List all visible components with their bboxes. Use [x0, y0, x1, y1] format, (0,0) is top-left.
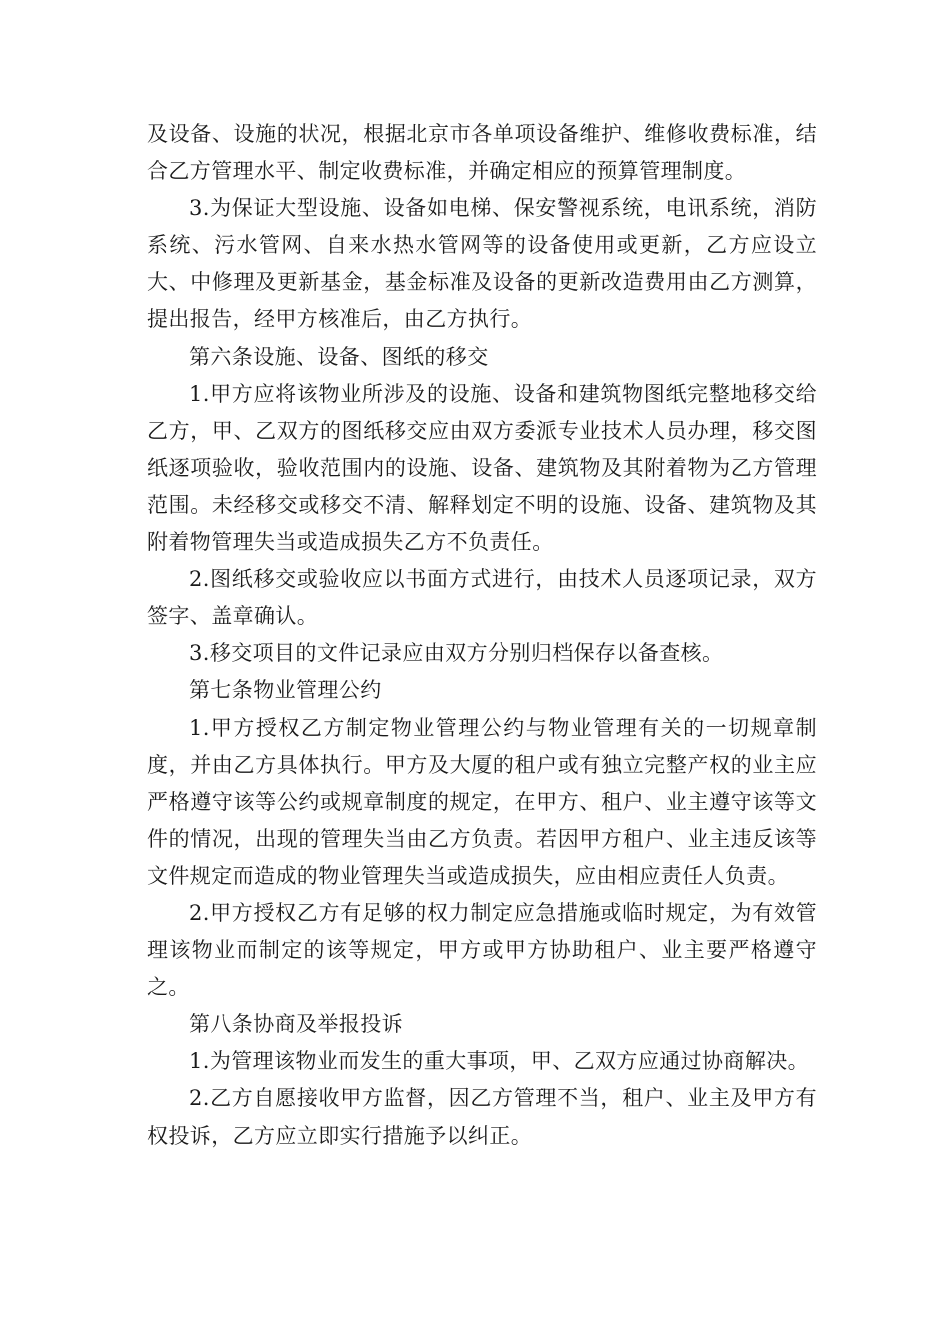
- paragraph-article8-item2: 2.乙方自愿接收甲方监督，因乙方管理不当，租户、业主及甲方有权投诉，乙方应立即实行措施予以纠正。: [147, 1086, 817, 1148]
- paragraph-article7-item2: 2.甲方授权乙方有足够的权力制定应急措施或临时规定，为有效管理该物业而制定的该等规定，甲方或甲方协助租户、业主要严格遵守之。: [147, 900, 817, 1000]
- paragraph-article6-item2: 2.图纸移交或验收应以书面方式进行，由技术人员逐项记录，双方签字、盖章确认。: [147, 567, 817, 629]
- article-heading-6: 第六条设施、设备、图纸的移交: [189, 344, 489, 369]
- paragraph-continuation: 及设备、设施的状况，根据北京市各单项设备维护、维修收费标准，结合乙方管理水平、制定收费标准，并确定相应的预算管理制度。: [147, 122, 817, 184]
- article-heading-7: 第七条物业管理公约: [189, 678, 382, 703]
- article-heading-8: 第八条协商及举报投诉: [189, 1012, 403, 1037]
- paragraph-article6-item3: 3.移交项目的文件记录应由双方分别归档保存以备查核。: [189, 641, 724, 666]
- paragraph-article8-item1: 1.为管理该物业而发生的重大事项，甲、乙双方应通过协商解决。: [189, 1049, 810, 1074]
- document-body: [147, 116, 817, 1155]
- paragraph-article6-item1: 1.甲方应将该物业所涉及的设施、设备和建筑物图纸完整地移交给乙方，甲、乙双方的图纸移交应由双方委派专业技术人员办理，移交图纸逐项验收，验收范围内的设施、设备、建筑物及其附着物为乙方管理范围。未经移交或移交不清、解释划定不明的设施、设备、建筑物及其附着物管理失当或造成损失乙方不负责任。: [147, 381, 817, 555]
- paragraph-article7-item1: 1.甲方授权乙方制定物业管理公约与物业管理有关的一切规章制度，并由乙方具体执行。甲方及大厦的租户或有独立完整产权的业主应严格遵守该等公约或规章制度的规定，在甲方、租户、业主遵守该等文件的情况，出现的管理失当由乙方负责。若因甲方租户、业主违反该等文件规定而造成的物业管理失当或造成损失，应由相应责任人负责。: [147, 715, 817, 888]
- paragraph-article5-item3: 3.为保证大型设施、设备如电梯、保安警视系统，电讯系统，消防系统、污水管网、自来水热水管网等的设备使用或更新，乙方应设立大、中修理及更新基金，基金标准及设备的更新改造费用由乙方测算，提出报告，经甲方核准后，由乙方执行。: [147, 196, 817, 332]
